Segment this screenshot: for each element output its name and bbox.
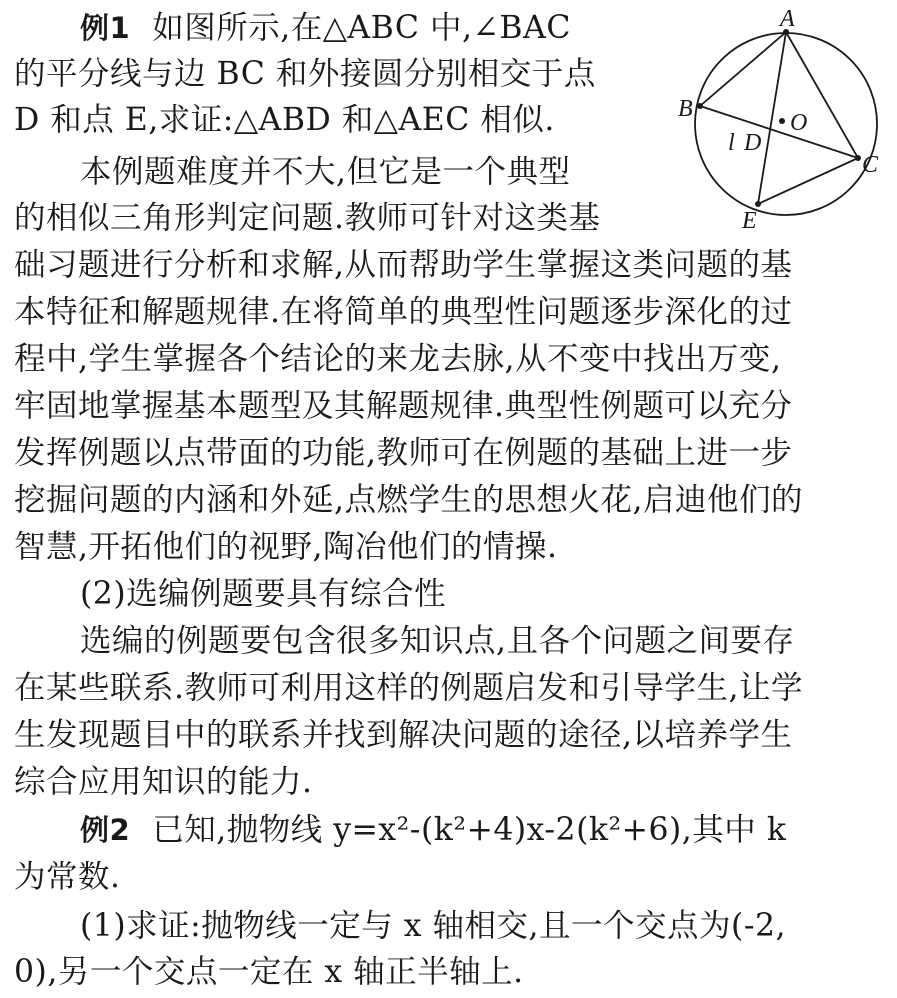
segment-ae <box>758 32 786 204</box>
example1-line-2: 的平分线与边 BC 和外接圆分别相交于点 <box>14 56 596 92</box>
example1-line-3: D 和点 E,求证:△ABD 和△AEC 相似. <box>14 102 555 138</box>
section-heading-2: (2)选编例题要具有综合性 <box>80 576 447 612</box>
paragraph2-line-2: 在某些联系.教师可利用这样的例题启发和引导学生,让学 <box>14 670 804 706</box>
example2-line-2: 为常数. <box>14 859 121 895</box>
point-e <box>755 201 761 207</box>
point-c <box>855 155 861 161</box>
paragraph2-line-4: 综合应用知识的能力. <box>14 764 313 800</box>
label-o: O <box>790 110 808 136</box>
label-d: D <box>744 130 762 156</box>
label-e: E <box>742 208 757 234</box>
paragraph1-line-5: 程中,学生掌握各个结论的来龙去脉,从不变中找出万变, <box>14 341 782 377</box>
circumcircle <box>695 33 877 215</box>
example1-label: 例1 <box>80 11 131 45</box>
paragraph1-line-1: 本例题难度并不大,但它是一个典型 <box>80 154 571 190</box>
segment-ac <box>786 32 858 158</box>
paragraph1-line-7: 发挥例题以点带面的功能,教师可在例题的基础上进一步 <box>14 435 793 471</box>
paragraph1-line-2: 的相似三角形判定问题.教师可针对这类基 <box>14 200 601 236</box>
label-b: B <box>678 96 693 122</box>
paragraph1-line-8: 挖掘问题的内涵和外延,点燃学生的思想火花,启迪他们的 <box>14 482 804 518</box>
label-a: A <box>780 8 795 32</box>
example2-text-1: 已知,抛物线 y=x²-(k²+4)x-2(k²+6),其中 k <box>152 812 787 848</box>
paragraph1-line-9: 智慧,开拓他们的视野,陶冶他们的情操. <box>14 529 558 565</box>
paragraph2-line-1: 选编的例题要包含很多知识点,且各个问题之间要存 <box>80 623 795 659</box>
example2-label: 例2 <box>80 813 131 847</box>
circle-triangle-figure <box>672 8 894 238</box>
point-b <box>697 103 703 109</box>
paragraph1-line-4: 本特征和解题规律.在将简单的典型性问题逐步深化的过 <box>14 294 793 330</box>
paragraph2-line-3: 生发现题目中的联系并找到解决问题的途径,以培养学生 <box>14 717 793 753</box>
example2-line-1 <box>80 808 897 852</box>
example2-line-3: (1)求证:抛物线一定与 x 轴相交,且一个交点为(-2, <box>80 908 787 944</box>
example1-text-1: 如图所示,在△ABC 中,∠BAC <box>152 10 571 46</box>
segment-bc <box>700 106 858 158</box>
paragraph1-line-3: 础习题进行分析和求解,从而帮助学生掌握这类问题的基 <box>14 247 793 283</box>
label-l: l <box>728 130 735 156</box>
example2-line-4: 0),另一个交点一定在 x 轴正半轴上. <box>14 954 524 990</box>
segment-ec <box>758 158 858 204</box>
point-o <box>779 118 785 124</box>
paragraph1-line-6: 牢固地掌握基本题型及其解题规律.典型性例题可以充分 <box>14 388 793 424</box>
example1-line-1 <box>80 6 712 50</box>
label-c: C <box>862 152 879 178</box>
